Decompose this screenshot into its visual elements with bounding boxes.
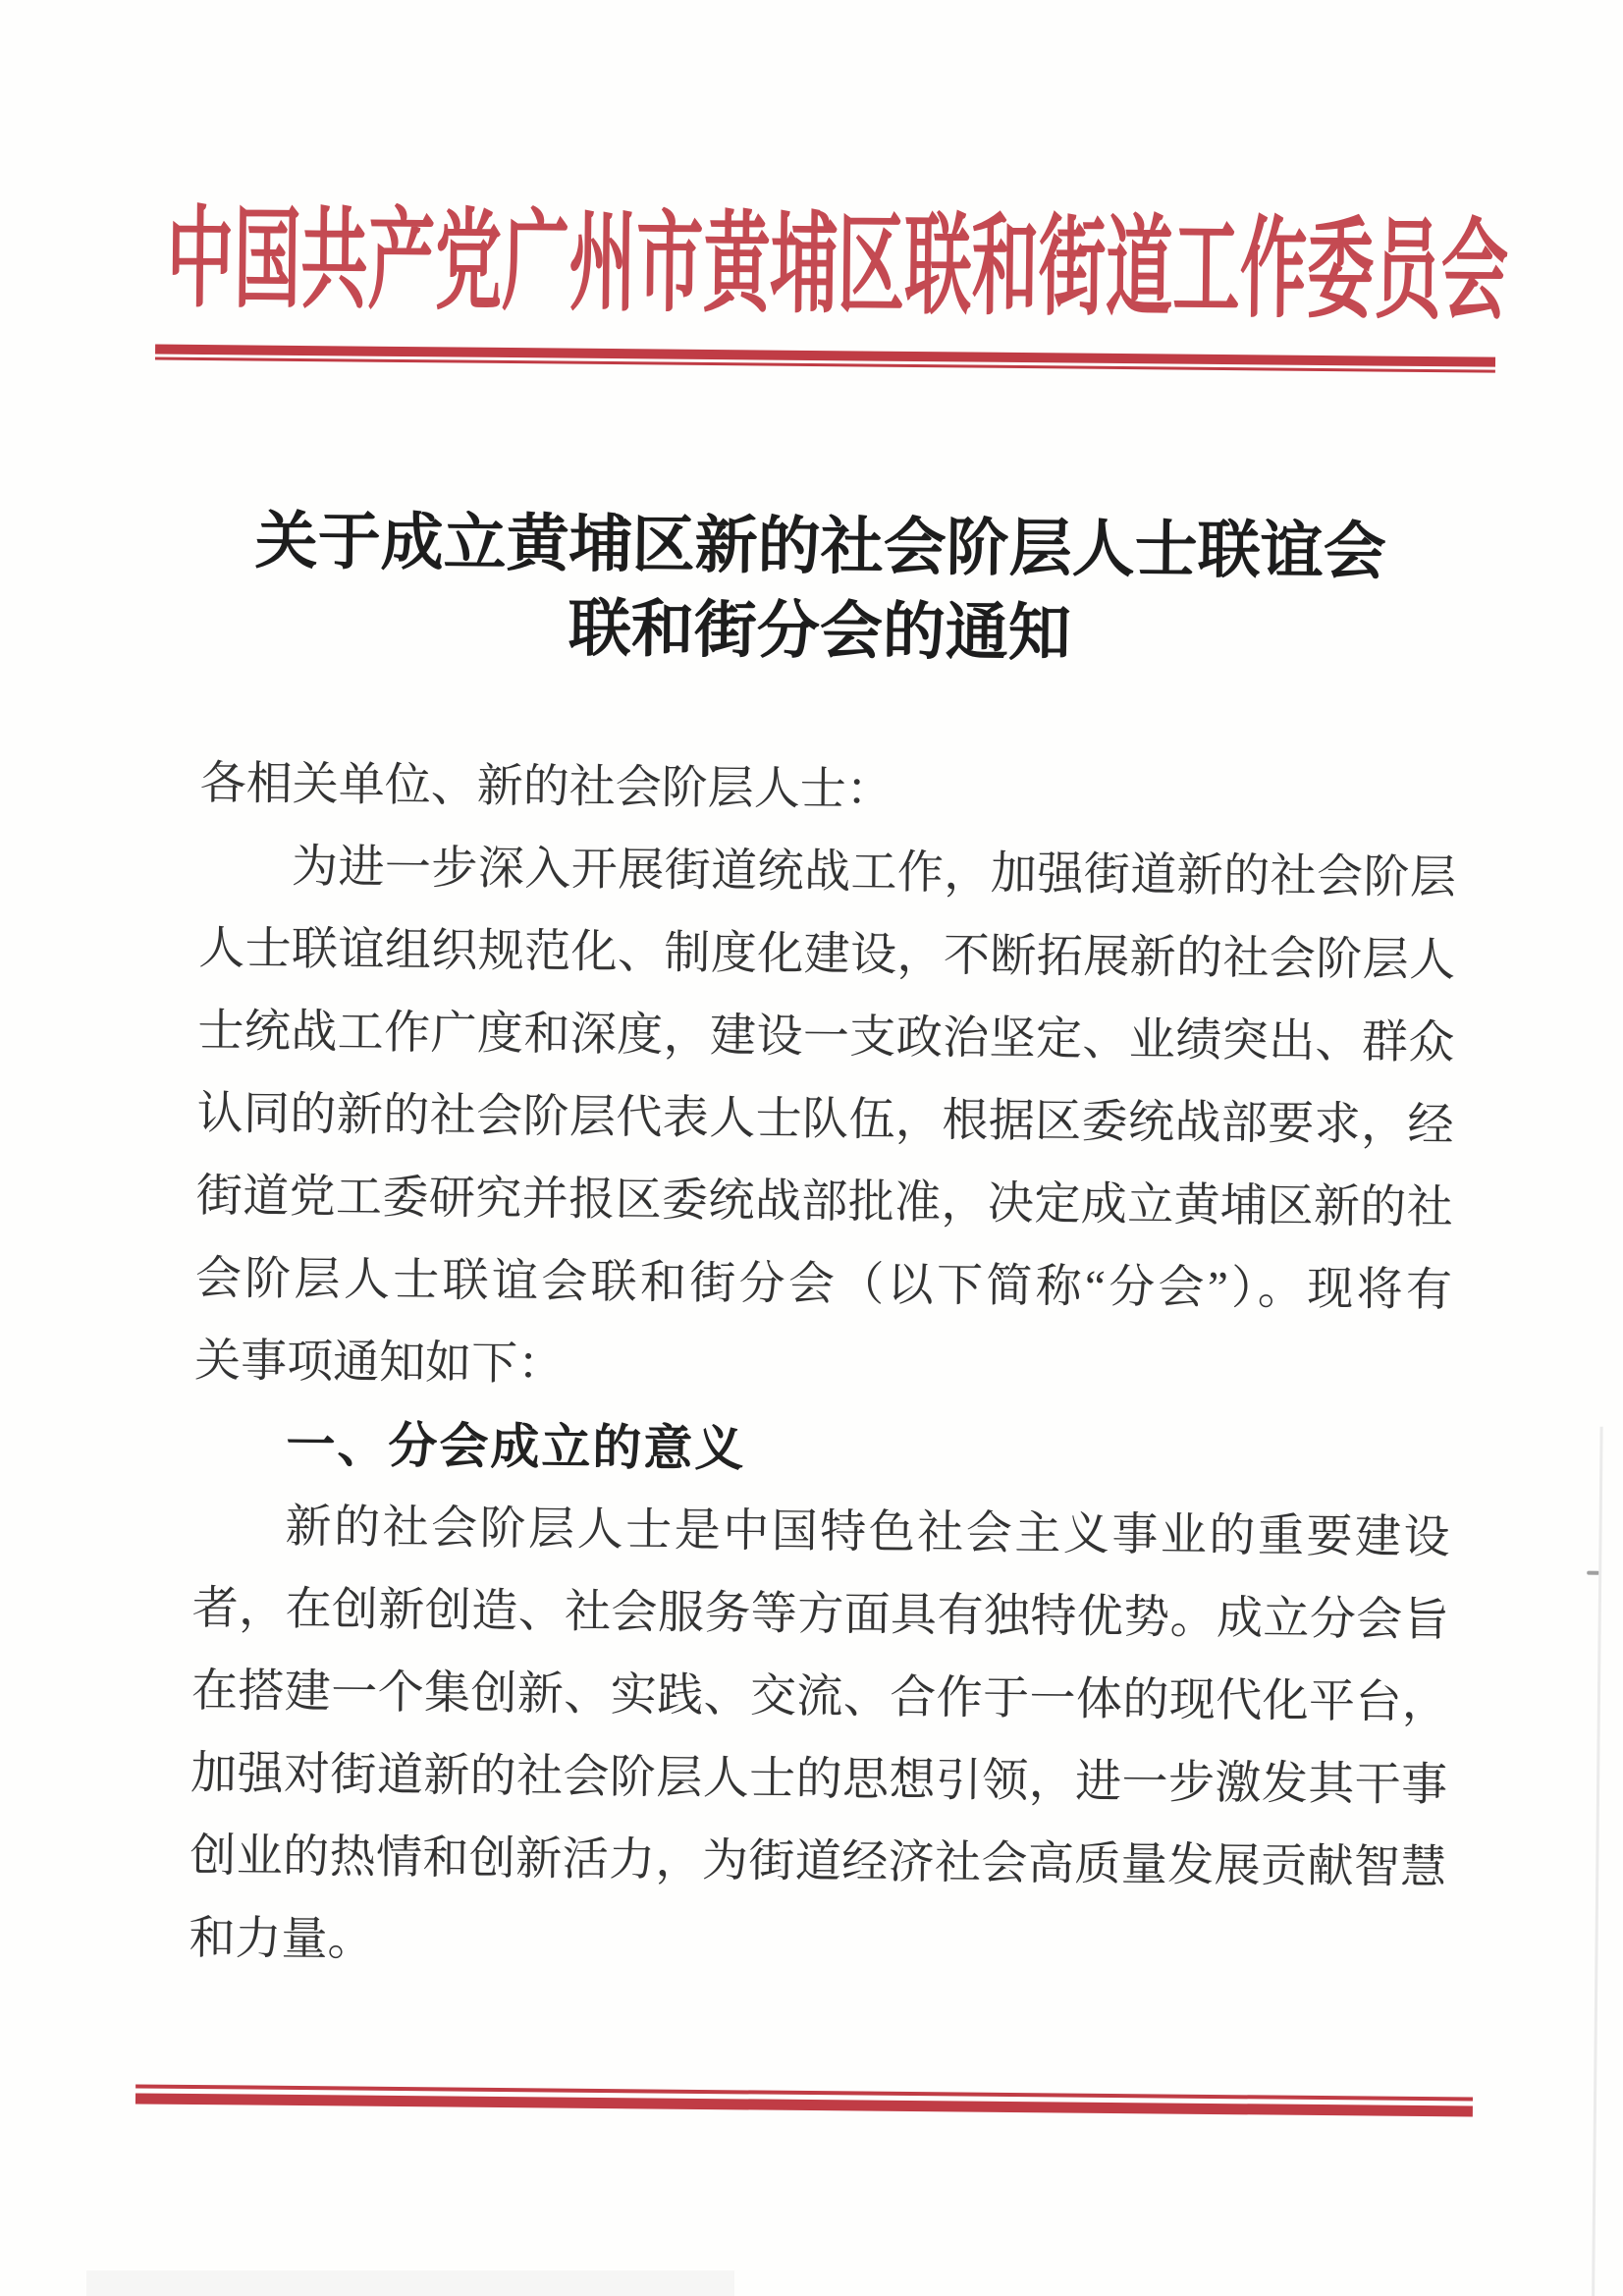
body-line: 认同的新的社会阶层代表人士队伍，根据区委统战部要求，经 <box>196 1087 1454 1152</box>
scan-artifact-streak <box>1592 1427 1603 2296</box>
header-double-rule <box>155 345 1495 373</box>
body-line: 关事项通知如下： <box>193 1335 565 1391</box>
body-line: 人士联谊组织规范化、制度化建设，不断拓展新的社会阶层人 <box>197 923 1456 987</box>
body-line: 新的社会阶层人士是中国特色社会主义事业的重要建设 <box>285 1501 1450 1564</box>
document-body <box>189 742 1457 1992</box>
body-line: 加强对街道新的社会阶层人士的思想引领，进一步激发其干事 <box>189 1747 1448 1812</box>
footer-double-rule <box>135 2084 1473 2116</box>
body-line: 创业的热情和创新活力，为街道经济社会高质量发展贡献智慧 <box>189 1830 1447 1894</box>
body-line: 和力量。 <box>189 1912 374 1966</box>
document-title <box>254 505 1386 674</box>
body-line: 者，在创新创造、社会服务等方面具有独特优势。成立分会旨 <box>191 1582 1449 1647</box>
document-title-line-1: 关于成立黄埔区新的社会阶层人士联谊会 <box>254 506 1386 587</box>
body-line: 为进一步深入开展街道统战工作，加强街道新的社会阶层 <box>291 841 1457 904</box>
section-1-heading: 一、分会成立的意义 <box>286 1416 746 1477</box>
body-line: 士统战工作广度和深度，建设一支政治坚定、业绩突出、群众 <box>197 1005 1455 1069</box>
letterhead <box>165 198 1509 334</box>
letterhead-org-name: 中国共产党广州市黄埔区联和街道工作委员会 <box>165 198 1509 334</box>
body-line: 街道党工委研究并报区委统战部批准，决定成立黄埔区新的社 <box>195 1170 1453 1234</box>
salutation-line: 各相关单位、新的社会阶层人士： <box>199 758 893 816</box>
scan-edge-shadow <box>86 2270 734 2296</box>
body-line: 在搭建一个集创新、实践、交流、合作于一体的现代化平台， <box>190 1665 1449 1729</box>
body-line: 会阶层人士联谊会联和街分会（以下简称“分会”）。现将有 <box>194 1252 1453 1317</box>
document-title-line-2: 联和街分会的通知 <box>568 593 1072 669</box>
